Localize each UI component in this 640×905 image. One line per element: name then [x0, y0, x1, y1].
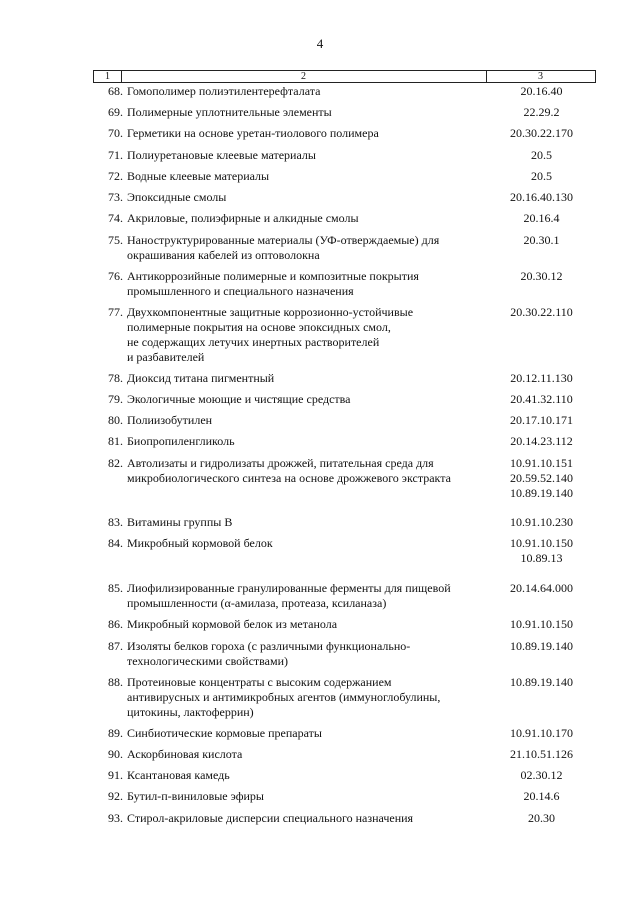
- row-code-line: 10.89.13: [520, 551, 563, 565]
- row-code: [488, 515, 595, 530]
- row-name-line: Диоксид титана пигментный: [127, 371, 275, 385]
- row-code-line: 20.16.40.130: [510, 190, 573, 204]
- row-code-line: 20.30.22.110: [510, 305, 573, 319]
- row-code-line: 10.89.19.140: [510, 675, 573, 689]
- row-name-line: Экологичные моющие и чистящие средства: [127, 392, 351, 406]
- row-name: [127, 747, 487, 762]
- row-name-line: промышленного и специального назначения: [127, 284, 354, 298]
- row-name: [127, 392, 487, 407]
- row-name-line: технологическими свойствами): [127, 654, 289, 668]
- row-code-line: 20.14.6: [523, 789, 560, 803]
- row-name-line: Герметики на основе уретан-тиолового полимера: [127, 126, 379, 140]
- row-code: [488, 211, 595, 226]
- row-name-line: Полиуретановые клеевые материалы: [127, 148, 316, 162]
- row-number: 79.: [108, 392, 123, 406]
- row-name-line: и разбавителей: [127, 350, 205, 364]
- row-number: 83.: [108, 515, 123, 529]
- row-number: 75.: [108, 233, 123, 247]
- row-name: [127, 811, 487, 826]
- row-name: [127, 434, 487, 449]
- row-code-line: 20.5: [531, 169, 552, 183]
- row-name-line: Антикоррозийные полимерные и композитные покрытия: [127, 269, 419, 283]
- row-code-line: 22.29.2: [523, 105, 560, 119]
- row-name: [127, 126, 487, 141]
- row-code-line: 20.12.11.130: [510, 371, 573, 385]
- row-number: 72.: [108, 169, 123, 183]
- page-number: 4: [316, 36, 324, 51]
- row-name: [127, 269, 487, 299]
- row-name: [127, 675, 487, 720]
- row-code: [488, 269, 595, 284]
- row-number: 80.: [108, 413, 123, 427]
- row-code: [488, 768, 595, 783]
- row-code-line: 10.89.19.140: [510, 639, 573, 653]
- row-code-line: 20.17.10.171: [510, 413, 573, 427]
- row-name-line: Протеиновые концентраты с высоким содержанием: [127, 675, 392, 689]
- row-name-line: Эпоксидные смолы: [127, 190, 227, 204]
- row-name: [127, 305, 487, 365]
- row-name-line: Изоляты белков гороха (с различными функционально-: [127, 639, 411, 653]
- row-name-line: окрашивания кабелей из оптоволокна: [127, 248, 320, 262]
- table-header: [93, 70, 596, 83]
- row-code: [488, 371, 595, 386]
- row-code: [488, 456, 595, 501]
- row-name: [127, 84, 487, 99]
- row-code-line: 10.89.19.140: [510, 486, 573, 500]
- row-name: [127, 515, 487, 530]
- row-name-line: Водные клеевые материалы: [127, 169, 270, 183]
- row-code: [488, 747, 595, 762]
- row-name-line: антивирусных и антимикробных агентов (иммуноглобулины,: [127, 690, 441, 704]
- row-code: [488, 169, 595, 184]
- row-number: 89.: [108, 726, 123, 740]
- row-name-line: микробиологического синтеза на основе дрожжевого экстракта: [127, 471, 451, 485]
- header-col-1: 1: [94, 71, 122, 82]
- row-name: [127, 536, 487, 551]
- row-name-line: Двухкомпонентные защитные коррозионно-устойчивые: [127, 305, 414, 319]
- row-code-line: 20.5: [531, 148, 552, 162]
- row-code: [488, 413, 595, 428]
- row-number: 84.: [108, 536, 123, 550]
- row-code: [488, 105, 595, 120]
- row-code: [488, 617, 595, 632]
- row-number: 73.: [108, 190, 123, 204]
- row-code-line: 02.30.12: [520, 768, 563, 782]
- row-number: 68.: [108, 84, 123, 98]
- row-number: 82.: [108, 456, 123, 470]
- row-code-line: 20.16.4: [523, 211, 560, 225]
- row-code-line: 20.30.12: [520, 269, 563, 283]
- row-code: [488, 726, 595, 741]
- row-name: [127, 169, 487, 184]
- row-code: [488, 392, 595, 407]
- row-number: 85.: [108, 581, 123, 595]
- row-name: [127, 789, 487, 804]
- row-code-line: 20.30: [528, 811, 555, 825]
- header-col-2: 2: [121, 71, 487, 82]
- row-code-line: 20.16.40: [520, 84, 563, 98]
- row-code: [488, 148, 595, 163]
- row-name: [127, 233, 487, 263]
- row-name-line: Синбиотические кормовые препараты: [127, 726, 322, 740]
- row-code: [488, 84, 595, 99]
- row-number: 91.: [108, 768, 123, 782]
- row-name: [127, 190, 487, 205]
- row-number: 92.: [108, 789, 123, 803]
- row-code: [488, 811, 595, 826]
- row-name-line: полимерные покрытия на основе эпоксидных смол,: [127, 320, 391, 334]
- row-code: [488, 639, 595, 654]
- row-name-line: Аскорбиновая кислота: [127, 747, 243, 761]
- row-code-line: 10.91.10.151: [510, 456, 573, 470]
- row-name: [127, 105, 487, 120]
- row-code-line: 10.91.10.150: [510, 536, 573, 550]
- row-number: 78.: [108, 371, 123, 385]
- row-code: [488, 536, 595, 566]
- row-number: 69.: [108, 105, 123, 119]
- row-code-line: 20.14.23.112: [510, 434, 573, 448]
- row-name-line: Микробный кормовой белок из метанола: [127, 617, 338, 631]
- row-name-line: Ксантановая камедь: [127, 768, 230, 782]
- row-code: [488, 190, 595, 205]
- row-code-line: 20.30.22.170: [510, 126, 573, 140]
- header-col-3: 3: [538, 71, 543, 82]
- row-name-line: не содержащих летучих инертных растворителей: [127, 335, 380, 349]
- row-name: [127, 726, 487, 741]
- row-name-line: Гомополимер полиэтилентерефталата: [127, 84, 321, 98]
- row-name-line: цитокины, лактоферрин): [127, 705, 254, 719]
- row-name-line: промышленности (α-амилаза, протеаза, ксиланаза): [127, 596, 387, 610]
- row-code-line: 20.30.1: [523, 233, 560, 247]
- row-name-line: Автолизаты и гидролизаты дрожжей, питательная среда для: [127, 456, 434, 470]
- row-number: 93.: [108, 811, 123, 825]
- row-number: 70.: [108, 126, 123, 140]
- row-name: [127, 148, 487, 163]
- row-number: 86.: [108, 617, 123, 631]
- row-number: 71.: [108, 148, 123, 162]
- row-name-line: Полиизобутилен: [127, 413, 213, 427]
- row-code-line: 20.59.52.140: [510, 471, 573, 485]
- row-code: [488, 126, 595, 141]
- row-number: 76.: [108, 269, 123, 283]
- row-number: 81.: [108, 434, 123, 448]
- row-name: [127, 456, 487, 486]
- row-code: [488, 233, 595, 248]
- row-name-line: Микробный кормовой белок: [127, 536, 273, 550]
- row-name-line: Наноструктурированные материалы (УФ-отверждаемые) для: [127, 233, 440, 247]
- row-code: [488, 305, 595, 320]
- row-code-line: 21.10.51.126: [510, 747, 573, 761]
- row-code-line: 10.91.10.150: [510, 617, 573, 631]
- row-code-line: 10.91.10.170: [510, 726, 573, 740]
- row-code: [488, 434, 595, 449]
- row-number: 77.: [108, 305, 123, 319]
- row-name: [127, 581, 487, 611]
- row-name: [127, 413, 487, 428]
- row-name-line: Акриловые, полиэфирные и алкидные смолы: [127, 211, 359, 225]
- row-name-line: Бутил-п-виниловые эфиры: [127, 789, 264, 803]
- row-number: 90.: [108, 747, 123, 761]
- row-code: [488, 789, 595, 804]
- row-name: [127, 617, 487, 632]
- row-code: [488, 581, 595, 596]
- row-number: 87.: [108, 639, 123, 653]
- row-name: [127, 211, 487, 226]
- row-name-line: Стирол-акриловые дисперсии специального назначения: [127, 811, 414, 825]
- row-code-line: 10.91.10.230: [510, 515, 573, 529]
- row-code: [488, 675, 595, 690]
- row-code-line: 20.14.64.000: [510, 581, 573, 595]
- row-name-line: Полимерные уплотнительные элементы: [127, 105, 332, 119]
- row-number: 74.: [108, 211, 123, 225]
- row-name: [127, 639, 487, 669]
- row-name-line: Биопропиленгликоль: [127, 434, 235, 448]
- row-code-line: 20.41.32.110: [510, 392, 573, 406]
- row-number: 88.: [108, 675, 123, 689]
- row-name: [127, 768, 487, 783]
- row-name-line: Лиофилизированные гранулированные ферменты для пищевой: [127, 581, 451, 595]
- row-name: [127, 371, 487, 386]
- row-name-line: Витамины группы B: [127, 515, 233, 529]
